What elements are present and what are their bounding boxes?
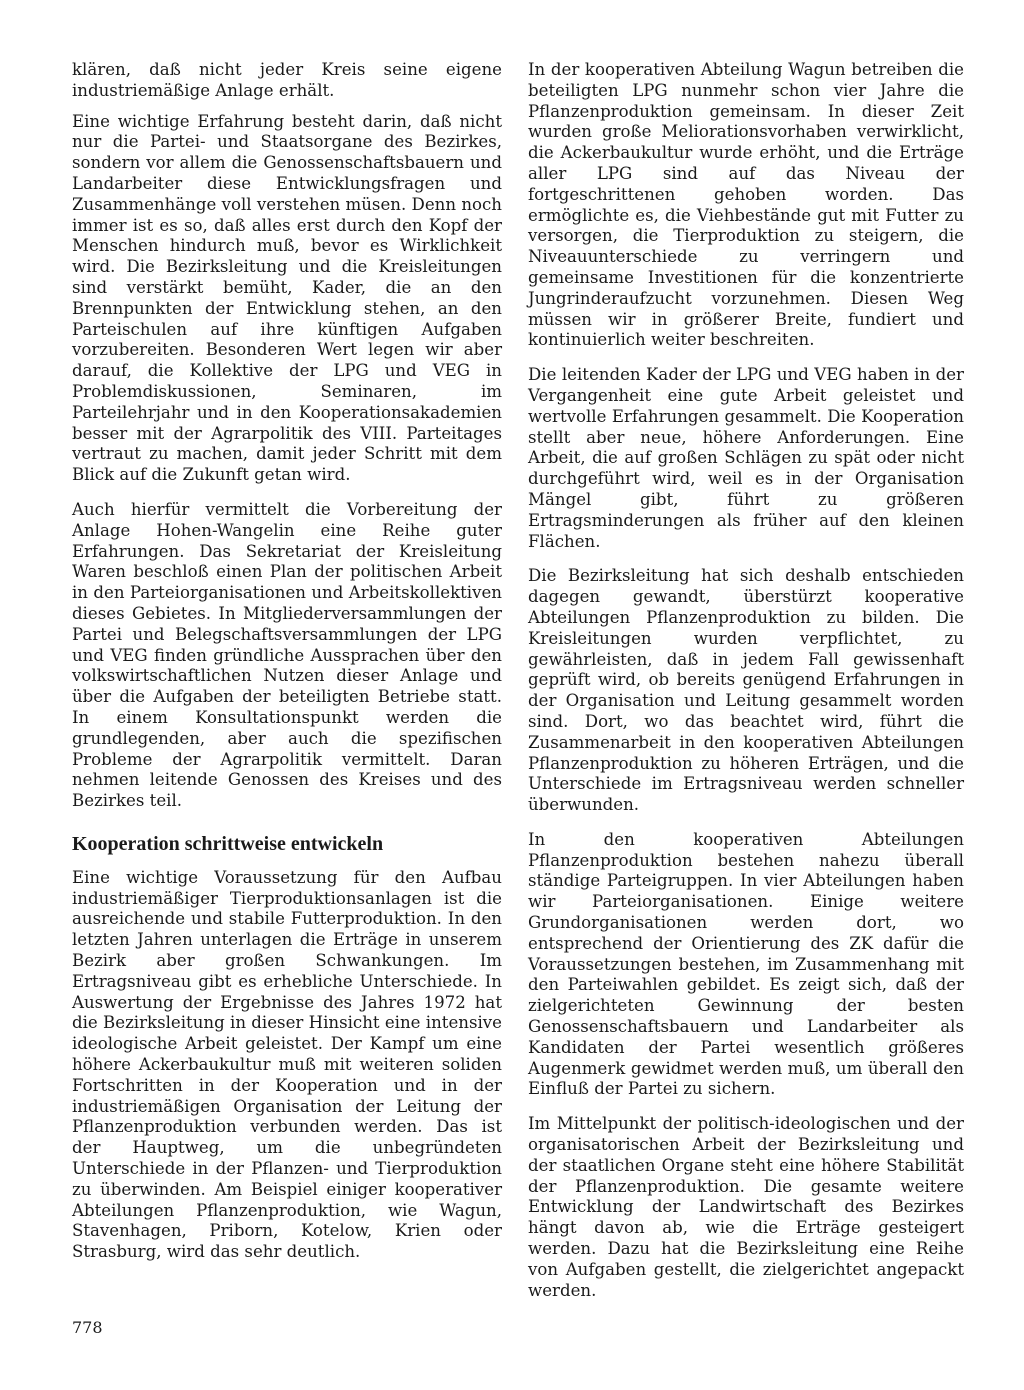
paragraph: Auch hierfür vermittelt die Vorbereitung der Anlage Hohen-Wangelin eine Reihe guter Erfahrungen. Das Sekretariat der Kreisleitung Waren beschloß einen Plan der politischen Arbeit in den Parteiorganisationen und Arbeitskollektiven dieses Gebietes. In Mitgliederversammlungen der Partei und Belegschaftsversammlungen der LPG und VEG finden gründliche Aussprachen über den volkswirtschaftlichen Nutzen dieser Anlage und über die Aufgaben der beteiligten Betriebe statt. In einem Konsultationspunkt werden die grundlegenden, aber auch die spezifischen Probleme der Agrarpolitik vermittelt. Daran nehmen leitende Genossen des Kreises und des Bezirkes teil. [72,499,502,811]
paragraph: Im Mittelpunkt der politisch-ideologischen und der organisatorischen Arbeit der Bezirksleitung und der staatlichen Organe steht eine höhere Stabilität der Pflanzenproduktion. Die gesamte weitere Entwicklung der Landwirtschaft des Bezirkes hängt davon ab, wie die Erträge gesteigert werden. Dazu hat die Bezirksleitung eine Reihe von Aufgaben gestellt, die zielgerichtet angepackt werden. [528,1114,964,1300]
paragraph: In den kooperativen Abteilungen Pflanzenproduktion bestehen nahezu überall ständige Parteigruppen. In vier Abteilungen haben wir Parteiorganisationen. Einige weitere Grundorganisationen werden dort, wo entsprechend der Orientierung des ZK dafür die Voraussetzungen bestehen, im Zusammenhang mit den Parteiwahlen gebildet. Es zeigt sich, daß der zielgerichteten Gewinnung der besten Genossenschaftsbauern und Landarbeiter als Kandidaten der Partei wesentlich größeres Augenmerk gewidmet werden muß, um überall den Einfluß der Partei zu sichern. [528,829,964,1099]
paragraph: In der kooperativen Abteilung Wagun betreiben die beteiligten LPG nunmehr schon vier Jahre die Pflanzenproduktion gemeinsam. In dieser Zeit wurden große Meliorationsvorhaben verwirklicht, die Ackerbaukultur wurde erhöht, und die Erträge aller LPG sind auf das Niveau der fortgeschrittenen gehoben worden. Das ermöglichte es, die Viehbestände gut mit Futter zu versorgen, die Tierproduktion zu steigern, die Niveauunterschiede zu verringern und gemeinsame Investitionen für die konzentrierte Jungrinderaufzucht vorzunehmen. Diesen Weg müssen wir in größerer Breite, fundiert und kontinuierlich weiter beschreiten. [528,60,964,350]
paragraph: Die Bezirksleitung hat sich deshalb entschieden dagegen gewandt, überstürzt kooperative Abteilungen Pflanzenproduktion zu bilden. Die Kreisleitungen wurden verpflichtet, zu gewährleisten, daß in jedem Fall gewissenhaft geprüft wird, ob bereits genügend Erfahrungen in der Organisation und Leitung gesammelt worden sind. Dort, wo das beachtet wird, führt die Zusammenarbeit in den kooperativen Abteilungen Pflanzenproduktion zu höheren Erträgen, und die Unterschiede im Ertragsniveau werden schneller überwunden. [528,566,964,815]
paragraph: Die leitenden Kader der LPG und VEG haben in der Vergangenheit eine gute Arbeit geleistet und wertvolle Erfahrungen gesammelt. Die Kooperation stellt aber neue, höhere Anforderungen. Eine Arbeit, die auf großen Schlägen zu spät oder nicht durchgeführt wird, weil es in der Organisation Mängel gibt, führt zu größeren Ertragsminderungen als früher auf den kleinen Flächen. [528,365,964,551]
page-number: 778 [72,1318,103,1337]
paragraph: Eine wichtige Voraussetzung für den Aufbau industriemäßiger Tierproduktionsanlagen ist die ausreichende und stabile Futterproduktion. In den letzten Jahren unterlagen die Erträge in unserem Bezirk aber großen Schwankungen. Im Ertragsniveau gibt es erhebliche Unterschiede. In Auswertung der Ergebnisse des Jahres 1972 hat die Bezirksleitung in dieser Hinsicht eine intensive ideologische Arbeit geleistet. Der Kampf um eine höhere Ackerbaukultur muß mit weiteren soliden Fortschritten in der Kooperation und in der industriemäßigen Organisation der Leitung der Pflanzenproduktion verbunden werden. Das ist der Hauptweg, um die unbegründeten Unterschiede in der Pflanzen- und Tierproduktion zu überwinden. Am Beispiel einiger kooperativer Abteilungen Pflanzenproduktion, wie Wagun, Stavenhagen, Priborn, Kotelow, Krien oder Strasburg, wird das sehr deutlich. [72,867,502,1262]
paragraph: Eine wichtige Erfahrung besteht darin, daß nicht nur die Partei- und Staatsorgane des Bezirkes, sondern vor allem die Genossenschaftsbauern und Landarbeiter diese Entwicklungsfragen und Zusammenhänge voll verstehen müsen. Denn noch immer ist es so, daß alles erst durch den Kopf der Menschen hindurch muß, bevor es Wirklichkeit wird. Die Bezirksleitung und die Kreisleitungen sind verstärkt bemüht, Kader, die an den Brennpunkten der Entwicklung stehen, an den Parteischulen auf ihre künftigen Aufgaben vorzubereiten. Besonderen Wert legen wir aber darauf, die Kollektive der LPG und VEG in Problemdiskussionen, Seminaren, im Parteilehrjahr und in den Kooperationsakademien besser mit der Agrarpolitik des VIII. Parteitages vertraut zu machen, damit jeder Schritt mit dem Blick auf die Zukunft getan wird. [72,111,502,485]
left-column [72,60,502,1277]
paragraph: klären, daß nicht jeder Kreis seine eigene industriemäßige Anlage erhält. [72,60,502,100]
right-column [528,60,964,1315]
section-heading: Kooperation schrittweise entwickeln [72,832,384,855]
